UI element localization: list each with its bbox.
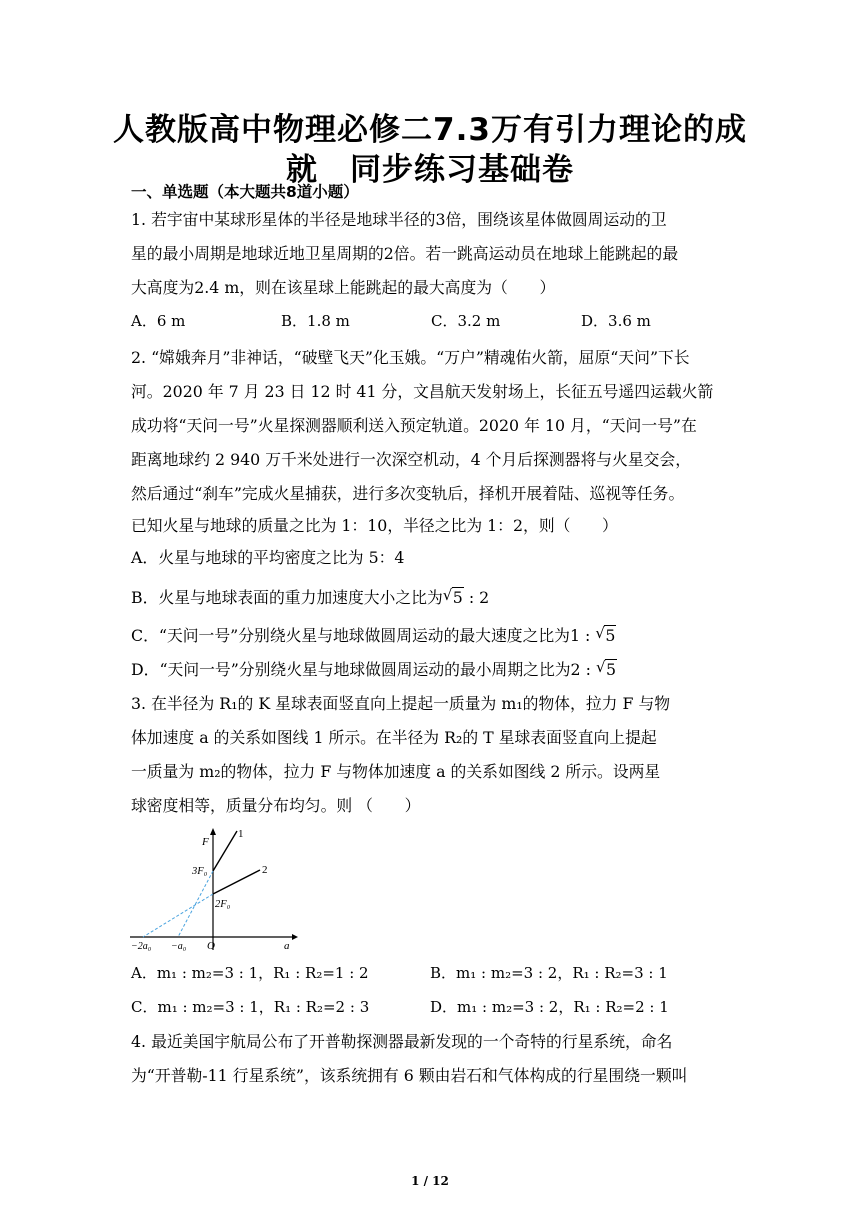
q3-line-3: 一质量为 m₂的物体，拉力 F 与物体加速度 a 的关系如图线 2 所示。设两星	[131, 762, 661, 781]
q2-line-4: 距离地球约 2 940 万千米处进行一次深空机动，4 个月后探测器将与火星交会，	[131, 450, 692, 469]
q2-option-d-radicand: 5	[605, 660, 617, 679]
graph-line-2	[213, 870, 260, 894]
sqrt-symbol	[595, 628, 616, 644]
q3-option-b: B．m₁ : m₂=3 : 2，R₁ : R₂=3 : 1	[430, 964, 668, 982]
q1-line-3: 大高度为2.4 m，则在该星球上能跳起的最大高度为（ ）	[131, 278, 556, 297]
label-minus-a0: −a₀	[171, 941, 187, 952]
sqrt-symbol	[443, 590, 464, 606]
q4-line-2: 为“开普勒-11 行星系统”，该系统拥有 6 颗由岩石和气体构成的行星围绕一颗叫	[131, 1066, 688, 1085]
q1-option-b: B．1.8 m	[281, 312, 350, 330]
q2-option-c-text: C．“天问一号”分别绕火星与地球做圆周运动的最大速度之比为1 :	[131, 626, 596, 645]
label-origin: O	[207, 940, 215, 952]
q1-option-a: A．6 m	[131, 312, 186, 330]
label-minus-2a0: −2a₀	[131, 941, 152, 952]
q2-option-a: A．火星与地球的平均密度之比为 5：4	[131, 548, 405, 567]
q2-option-b	[131, 590, 489, 606]
q1-line-2: 星的最小周期是地球近地卫星周期的2倍。若一跳高运动员在地球上能跳起的最	[131, 244, 679, 263]
q2-line-6: 已知火星与地球的质量之比为 1：10，半径之比为 1：2，则（ ）	[131, 516, 618, 535]
force-acceleration-graph	[130, 825, 300, 955]
q2-option-d	[131, 662, 617, 678]
q1-line-1: 1. 若宇宙中某球形星体的半径是地球半径的3倍，围绕该星体做圆周运动的卫	[131, 210, 667, 229]
q2-option-c	[131, 628, 616, 644]
f-axis-arrow	[210, 828, 216, 835]
section-heading: 一、单选题（本大题共8道小题）	[131, 183, 359, 201]
graph-line-1	[213, 831, 237, 871]
q2-line-2: 河。2020 年 7 月 23 日 12 时 41 分，文昌航天发射场上，长征五号遥四运载火箭	[131, 382, 714, 401]
q3-line-4: 球密度相等，质量分布均匀。则 （ ）	[131, 796, 421, 815]
document-title-line-2: 就 同步练习基础卷	[286, 152, 574, 188]
label-2f0: 2F₀	[215, 899, 231, 910]
q2-option-b-text: B．火星与地球表面的重力加速度大小之比为	[131, 588, 443, 607]
q3-line-2: 体加速度 a 的关系如图线 1 所示。在半径为 R₂的 T 星球表面竖直向上提起	[131, 728, 657, 747]
q4-line-1: 4. 最近美国宇航局公布了开普勒探测器最新发现的一个奇特的行星系统，命名	[131, 1032, 673, 1051]
page-number: 1 / 12	[411, 1174, 449, 1188]
q2-line-5: 然后通过“刹车”完成火星捕获，进行多次变轨后，择机开展着陆、巡视等任务。	[131, 484, 685, 503]
label-3f0: 3F₀	[192, 866, 208, 877]
q2-option-c-radicand: 5	[605, 626, 616, 645]
q3-option-c: C．m₁ : m₂=3 : 1，R₁ : R₂=2 : 3	[131, 998, 370, 1016]
line-1-extension	[178, 871, 213, 937]
label-line-1: 1	[238, 828, 244, 840]
label-a: a	[284, 940, 290, 952]
q1-option-d: D．3.6 m	[581, 312, 651, 330]
q2-line-3: 成功将“天问一号”火星探测器顺利送入预定轨道。2020 年 10 月，“天问一号”在	[131, 416, 697, 435]
sqrt-symbol	[596, 662, 617, 678]
label-f: F	[202, 836, 209, 848]
q2-option-b-suffix: : 2	[463, 588, 490, 607]
a-axis-arrow	[292, 934, 298, 940]
q1-option-c: C．3.2 m	[431, 312, 501, 330]
q3-line-1: 3. 在半径为 R₁的 K 星球表面竖直向上提起一质量为 m₁的物体，拉力 F 与物	[131, 694, 671, 713]
q2-option-d-text: D．“天问一号”分别绕火星与地球做圆周运动的最小周期之比为2 :	[131, 660, 596, 679]
q2-line-1: 2. “嫦娥奔月”非神话，“破壁飞天”化玉娥。“万户”精魂佑火箭，屈原“天问”下长	[131, 348, 690, 367]
document-title-line-1: 人教版高中物理必修二7.3万有引力理论的成	[113, 112, 747, 148]
label-line-2: 2	[262, 864, 268, 876]
line-2-extension	[143, 894, 213, 937]
q3-option-a: A．m₁ : m₂=3 : 1，R₁ : R₂=1 : 2	[131, 964, 369, 982]
q3-option-d: D．m₁ : m₂=3 : 2，R₁ : R₂=2 : 1	[430, 998, 669, 1016]
q2-option-b-radicand: 5	[452, 588, 463, 607]
